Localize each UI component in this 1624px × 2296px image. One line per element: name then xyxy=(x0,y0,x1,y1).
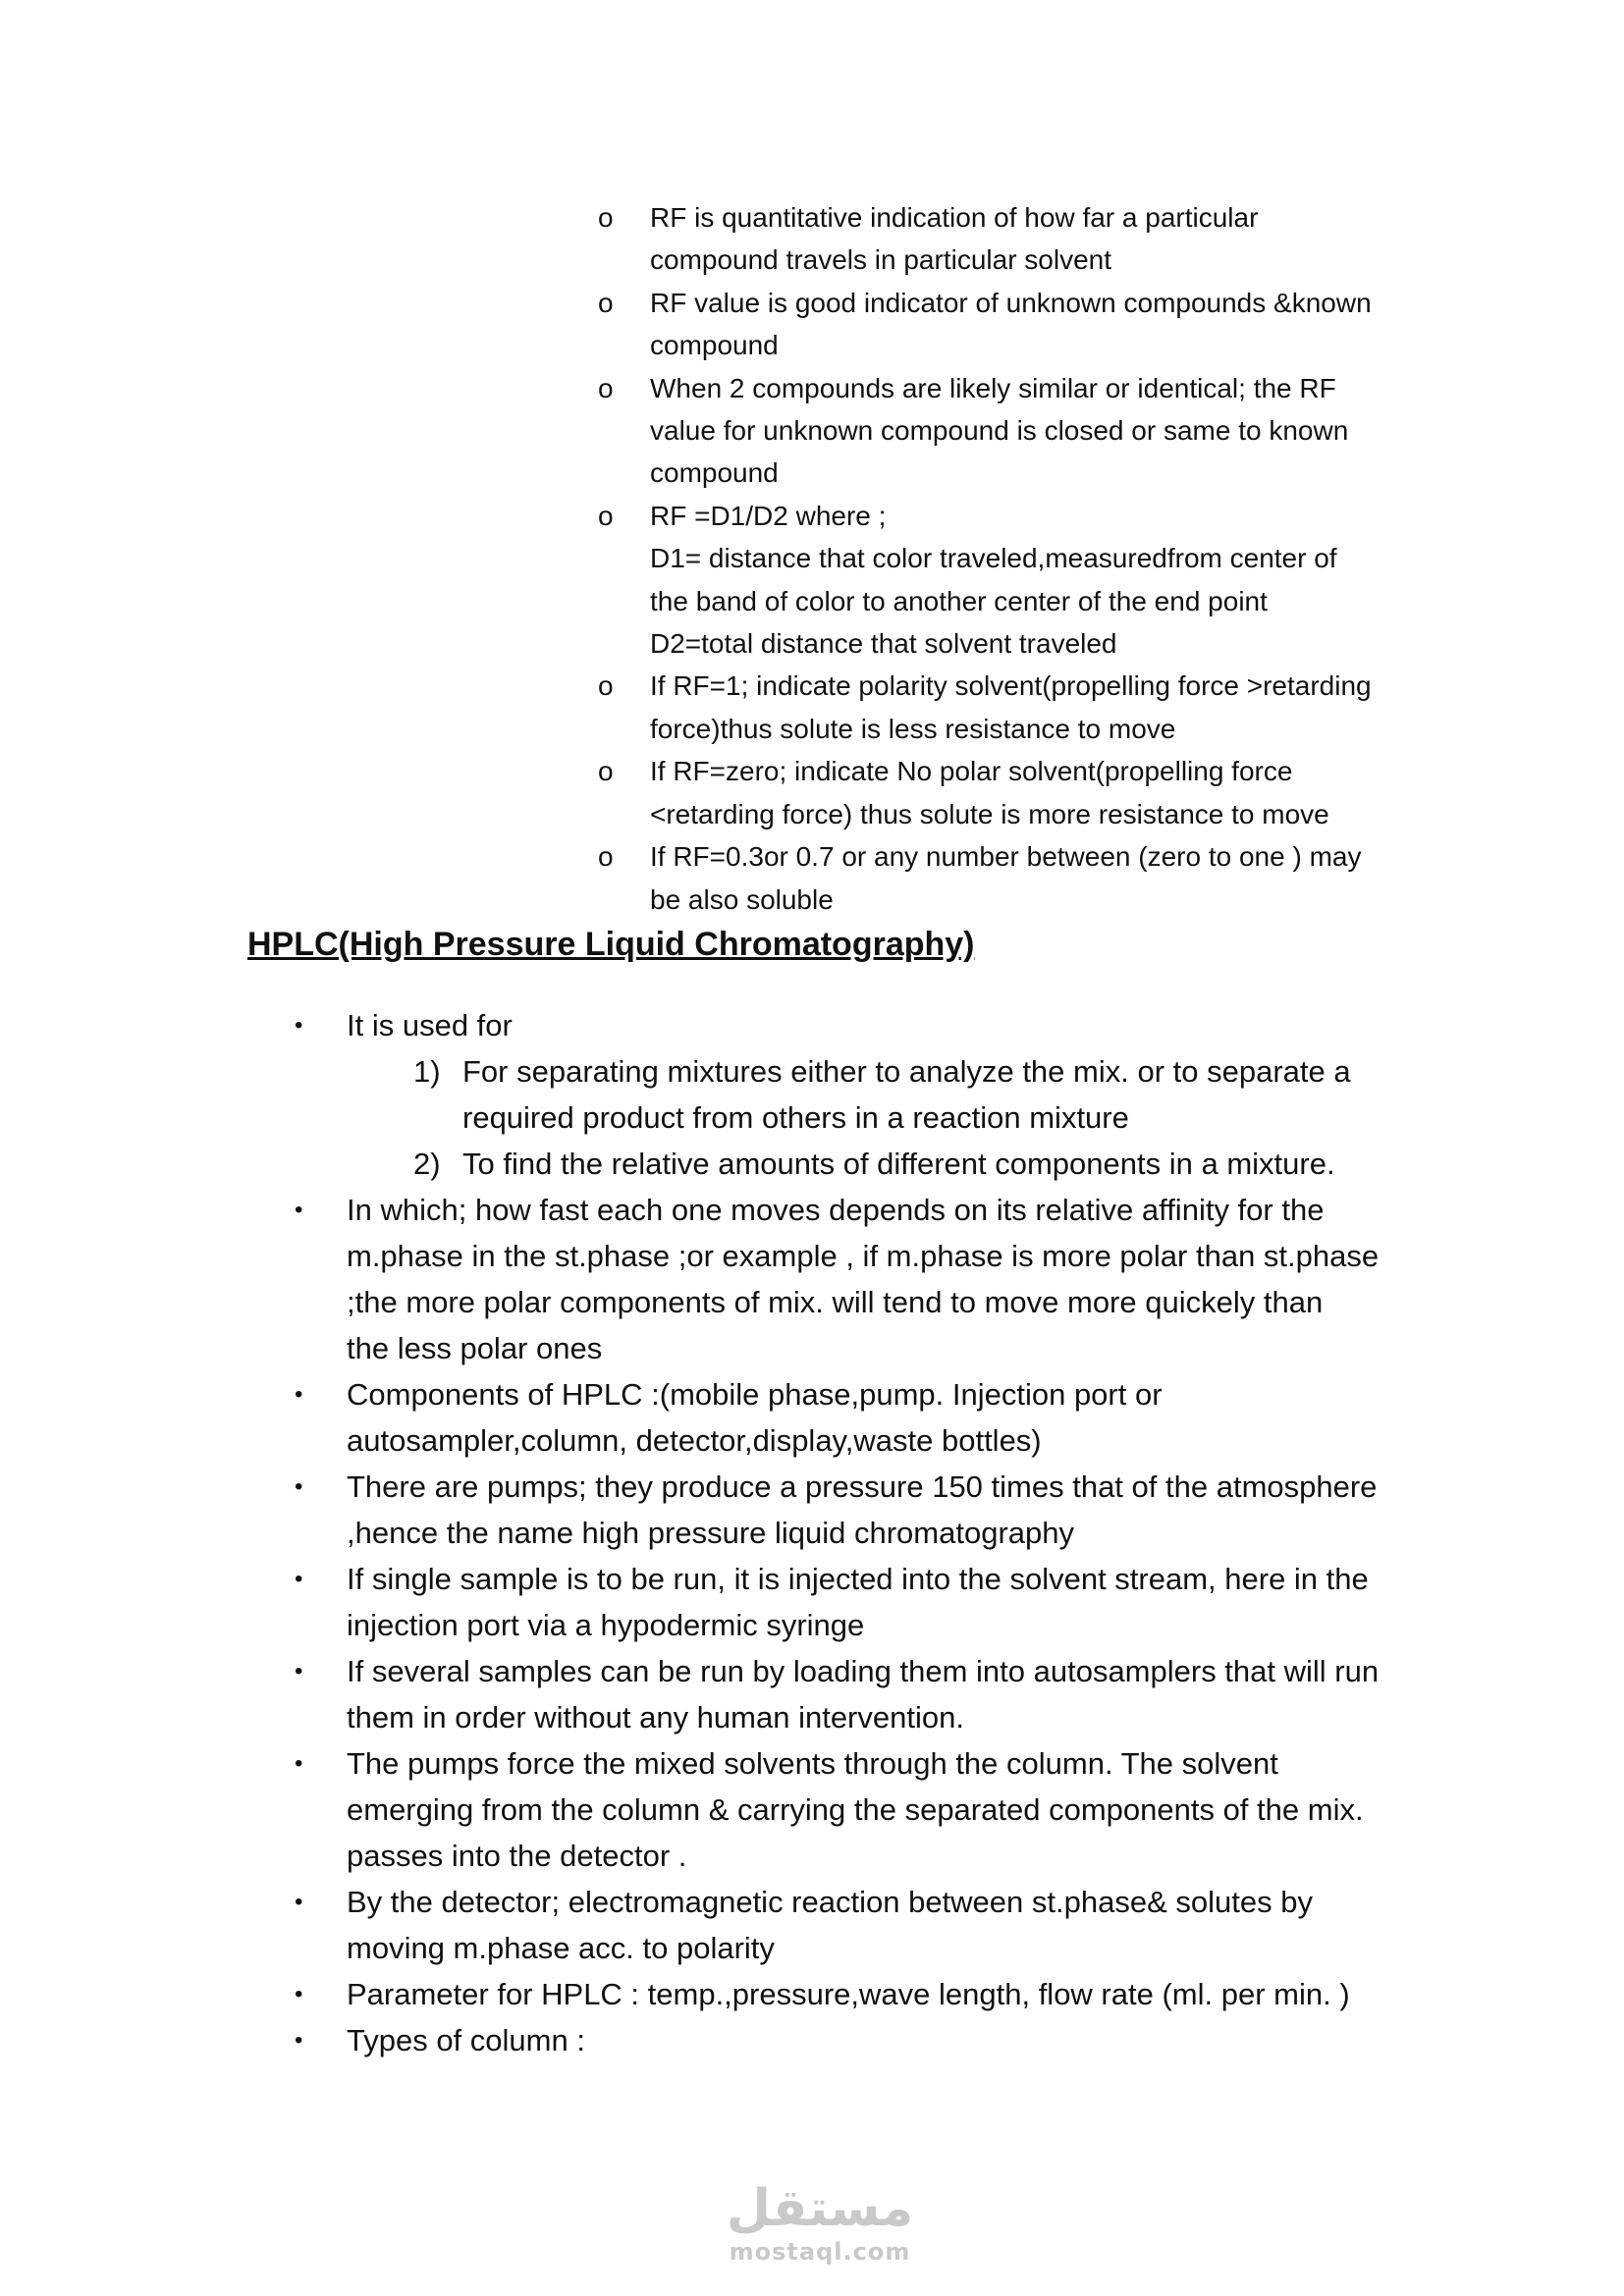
list-item xyxy=(598,665,1403,750)
list-item xyxy=(598,282,1403,367)
list-item-line: If RF=1; indicate polarity solvent(propelling force >retarding xyxy=(650,670,1372,702)
watermark xyxy=(717,2179,923,2266)
bullet-icon: • xyxy=(295,1658,303,1684)
section-heading: HPLC(High Pressure Liquid Chromatography) xyxy=(247,926,975,963)
list-item-line: D2=total distance that solvent traveled xyxy=(650,628,1117,660)
list-item-line: If several samples can be run by loading them into autosamplers that will run xyxy=(347,1654,1380,1688)
list-item-line: If single sample is to be run, it is injected into the solvent stream, here in the xyxy=(347,1562,1369,1596)
list-item-line: <retarding force) thus solute is more resistance to move xyxy=(650,798,1329,829)
list-item-line: compound xyxy=(650,330,779,361)
list-item-line: Parameter for HPLC : temp.,pressure,wave length, flow rate (ml. per min. ) xyxy=(347,1977,1350,2011)
bullet-icon: • xyxy=(295,1981,303,2007)
number-marker: 1) xyxy=(413,1054,441,1089)
list-item-line: By the detector; electromagnetic reaction between st.phase& solutes by xyxy=(347,1885,1313,1919)
list-item-line: The pumps force the mixed solvents through the column. The solvent xyxy=(347,1746,1278,1781)
bullet-icon: • xyxy=(295,1473,303,1500)
list-item-line: moving m.phase acc. to polarity xyxy=(347,1931,775,1965)
list-item-line: When 2 compounds are likely similar or identical; the RF xyxy=(650,372,1336,403)
circle-bullet-icon: o xyxy=(598,756,614,787)
circle-bullet-icon: o xyxy=(598,202,614,233)
list-item-line: the band of color to another center of the end point xyxy=(650,585,1268,616)
list-item-line: Types of column : xyxy=(347,2023,585,2057)
bullet-icon: • xyxy=(295,1197,303,1223)
bullet-icon: • xyxy=(295,1012,303,1039)
list-item-line: be also soluble xyxy=(650,883,834,915)
list-item-line: In which; how fast each one moves depends on its relative affinity for the xyxy=(347,1193,1325,1227)
list-item-line: emerging from the column & carrying the separated components of the mix. xyxy=(347,1792,1364,1827)
list-item xyxy=(295,1879,1414,1971)
list-item-line: the less polar ones xyxy=(347,1331,603,1365)
list-item xyxy=(295,1556,1414,1648)
list-item xyxy=(295,1464,1414,1556)
list-item-line: RF =D1/D2 where ; xyxy=(650,500,887,531)
list-item-line: Components of HPLC :(mobile phase,pump. Injection port or xyxy=(347,1377,1163,1412)
list-item xyxy=(598,835,1403,921)
bullet-icon: • xyxy=(295,1750,303,1777)
list-item xyxy=(295,1371,1414,1464)
list-item xyxy=(295,1971,1414,2017)
bullet-icon: • xyxy=(295,1566,303,1592)
list-item xyxy=(295,1187,1414,1371)
watermark-logo-arabic: مستقل xyxy=(726,2179,914,2238)
list-item-line: If RF=zero; indicate No polar solvent(propelling force xyxy=(650,756,1293,787)
numbered-item xyxy=(413,1141,1414,1187)
list-item xyxy=(598,367,1403,495)
rf-bullet-list xyxy=(598,196,1403,921)
list-item xyxy=(598,495,1403,666)
list-item-line: If RF=0.3or 0.7 or any number between (zero to one ) may xyxy=(650,841,1362,873)
list-item-line: force)thus solute is less resistance to move xyxy=(650,713,1176,744)
bullet-icon: • xyxy=(295,1889,303,1915)
hplc-bullet-list xyxy=(295,1002,1414,2063)
circle-bullet-icon: o xyxy=(598,841,614,873)
list-item xyxy=(598,750,1403,835)
list-item xyxy=(295,1002,1414,1187)
circle-bullet-icon: o xyxy=(598,372,614,403)
list-item-line: RF value is good indicator of unknown compounds &known xyxy=(650,287,1372,318)
list-item-line: ;the more polar components of mix. will tend to move more quickely than xyxy=(347,1285,1324,1319)
list-item-line: ,hence the name high pressure liquid chromatography xyxy=(347,1516,1075,1550)
list-item-line: compound travels in particular solvent xyxy=(650,244,1112,276)
list-item-line: compound xyxy=(650,457,779,489)
list-item-line: D1= distance that color traveled,measuredfrom center of xyxy=(650,543,1337,574)
list-item-line: m.phase in the st.phase ;or example , if m.phase is more polar than st.phase xyxy=(347,1239,1380,1273)
list-item-line: To find the relative amounts of different components in a mixture. xyxy=(462,1147,1335,1181)
circle-bullet-icon: o xyxy=(598,670,614,702)
list-item-line: injection port via a hypodermic syringe xyxy=(347,1608,865,1642)
list-item-line: For separating mixtures either to analyze the mix. or to separate a xyxy=(462,1054,1351,1089)
list-item xyxy=(295,1648,1414,1740)
number-marker: 2) xyxy=(413,1147,441,1181)
list-item-line: them in order without any human intervention. xyxy=(347,1700,964,1735)
bullet-icon: • xyxy=(295,1381,303,1408)
bullet-icon: • xyxy=(295,2027,303,2054)
list-item-line: It is used for xyxy=(347,1008,513,1042)
circle-bullet-icon: o xyxy=(598,500,614,531)
list-item-line: There are pumps; they produce a pressure 150 times that of the atmosphere xyxy=(347,1469,1378,1504)
list-item-line: RF is quantitative indication of how far a particular xyxy=(650,202,1259,233)
list-item-line: autosampler,column, detector,display,waste bottles) xyxy=(347,1423,1042,1458)
numbered-item xyxy=(413,1048,1414,1141)
list-item xyxy=(295,2017,1414,2063)
list-item-line: required product from others in a reaction mixture xyxy=(462,1100,1129,1135)
circle-bullet-icon: o xyxy=(598,287,614,318)
list-item-line: passes into the detector . xyxy=(347,1839,687,1873)
list-item-line: value for unknown compound is closed or same to known xyxy=(650,415,1349,447)
numbered-list xyxy=(413,1048,1414,1187)
watermark-logo-latin: mostaql.com xyxy=(729,2238,911,2266)
list-item xyxy=(598,196,1403,282)
list-item xyxy=(295,1740,1414,1879)
